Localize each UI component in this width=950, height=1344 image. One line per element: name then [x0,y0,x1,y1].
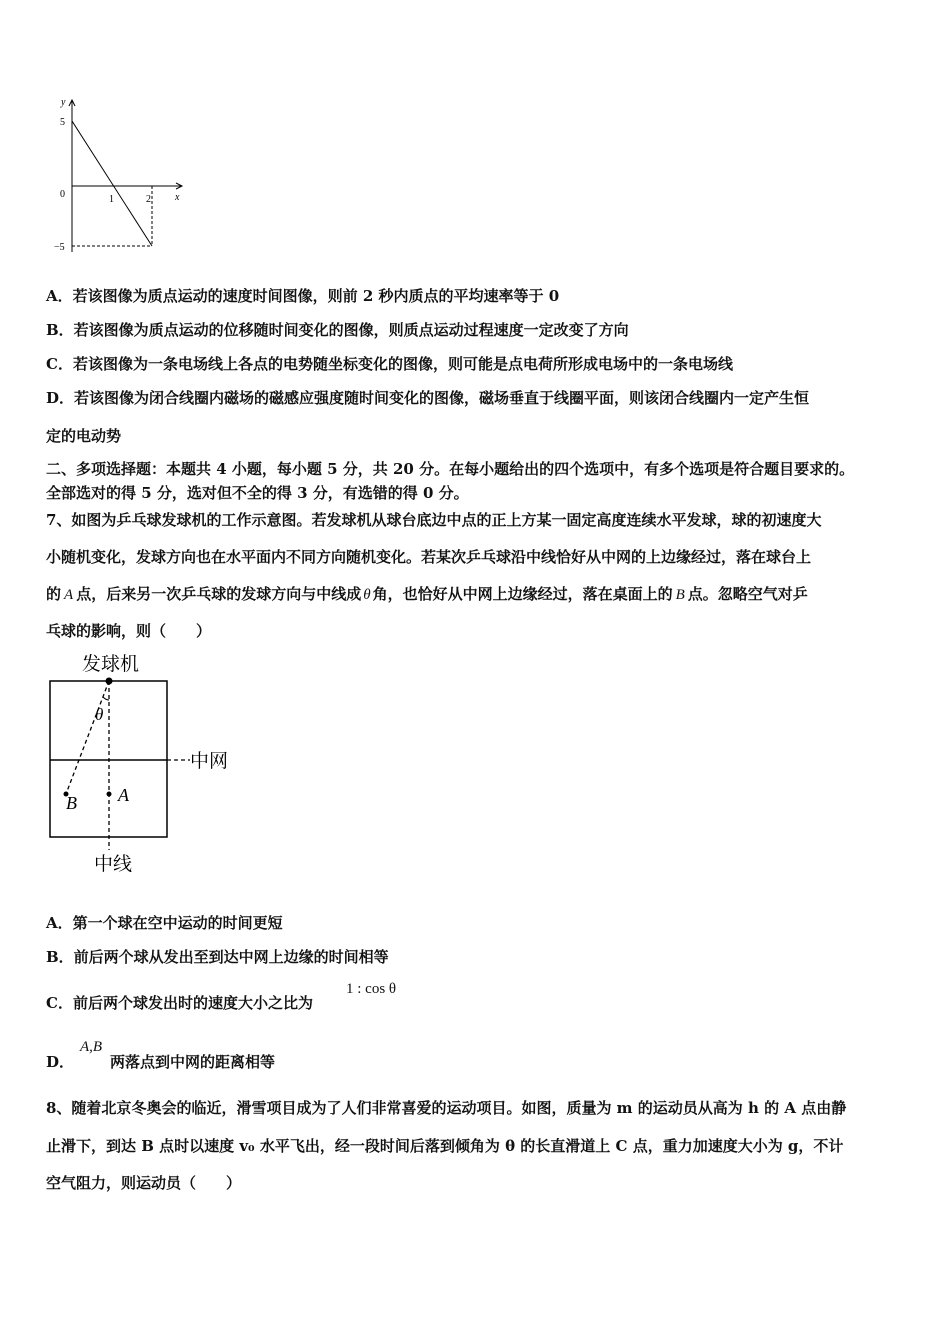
tick-0: 0 [60,189,65,200]
label-launcher: 发球机 [82,653,140,675]
tick-5: 5 [60,117,65,128]
q6-option-a: A．若该图像为质点运动的速度时间图像，则前 2 秒内质点的平均速率等于 0 [46,287,560,305]
q6-option-c: C．若该图像为一条电场线上各点的电势随坐标变化的图像，则可能是点电荷所形成电场中的一条电场线 [46,355,733,373]
q7-option-d-text: 两落点到中网的距离相等 [110,1053,276,1071]
ping-pong-diagram [40,648,250,878]
q7-option-c-formula: 1 : cos θ [346,981,397,997]
q6-option-d-cont: 定的电动势 [46,427,122,445]
label-b: B [66,793,77,813]
q7-option-b: B．前后两个球从发出至到达中网上边缘的时间相等 [46,948,389,966]
q7-line3-d: 点。忽略空气对乒 [687,585,808,603]
q7-line3 [46,584,808,605]
section2-line2: 全部选对的得 5 分，选对但不全的得 3 分，有选错的得 0 分。 [46,484,469,502]
label-net: 中网 [190,750,229,772]
q8-line2: 止滑下，到达 B 点时以速度 v₀ 水平飞出，经一段时间后落到倾角为 θ 的长直滑道上 C 点，重力加速度大小为 g，不计 [46,1137,844,1155]
q7-line3-c: 角，也恰好从中网上边缘经过，落在桌面上的 [372,585,673,603]
tick-2: 2 [146,194,151,205]
q7-line1: 7、如图为乒乓球发球机的工作示意图。若发球机从球台底边中点的正上方某一固定高度连续水平发球，球的初速度大 [46,511,822,529]
q7-option-c: C．前后两个球发出时的速度大小之比为 [46,994,313,1012]
q8-line1: 8、随着北京冬奥会的临近，滑雪项目成为了人们非常喜爱的运动项目。如图，质量为 m 的运动员从高为 h 的 A 点由静 [46,1099,847,1117]
q7-point-a: A [64,587,74,603]
tick-1: 1 [109,194,114,205]
section2-line1: 二、多项选择题：本题共 4 小题，每小题 5 分，共 20 分。在每小题给出的四个选项中，有多个选项是符合题目要求的。 [46,460,855,478]
y-axis-label: y [61,97,66,108]
label-theta: θ [95,705,104,724]
label-a: A [118,785,129,805]
q7-line3-b: 点，后来另一次乒乓球的发球方向与中线成 [76,585,362,603]
tick-neg5: −5 [54,242,65,253]
q7-point-b: B [675,587,685,603]
q7-option-d-formula: A,B [80,1039,103,1055]
q7-theta: θ [363,587,371,603]
q8-line3: 空气阻力，则运动员（ ） [46,1174,242,1192]
label-midline: 中线 [94,853,133,875]
q6-option-d: D．若该图像为闭合线圈内磁场的磁感应强度随时间变化的图像，磁场垂直于线圈平面，则该闭合线圈内一定产生恒 [46,389,810,407]
x-axis-label: x [175,192,180,203]
q7-option-d-prefix: D． [46,1053,75,1071]
q7-line3-a: 的 [46,585,62,603]
q7-line2: 小随机变化，发球方向也在水平面内不同方向随机变化。若某次乒乓球沿中线恰好从中网的上边缘经过，落在球台上 [46,548,812,566]
q6-option-b: B．若该图像为质点运动的位移随时间变化的图像，则质点运动过程速度一定改变了方向 [46,321,629,339]
q7-line4: 乓球的影响，则（ ） [46,622,212,640]
q7-option-a: A．第一个球在空中运动的时间更短 [46,914,283,932]
line-graph [52,92,192,257]
